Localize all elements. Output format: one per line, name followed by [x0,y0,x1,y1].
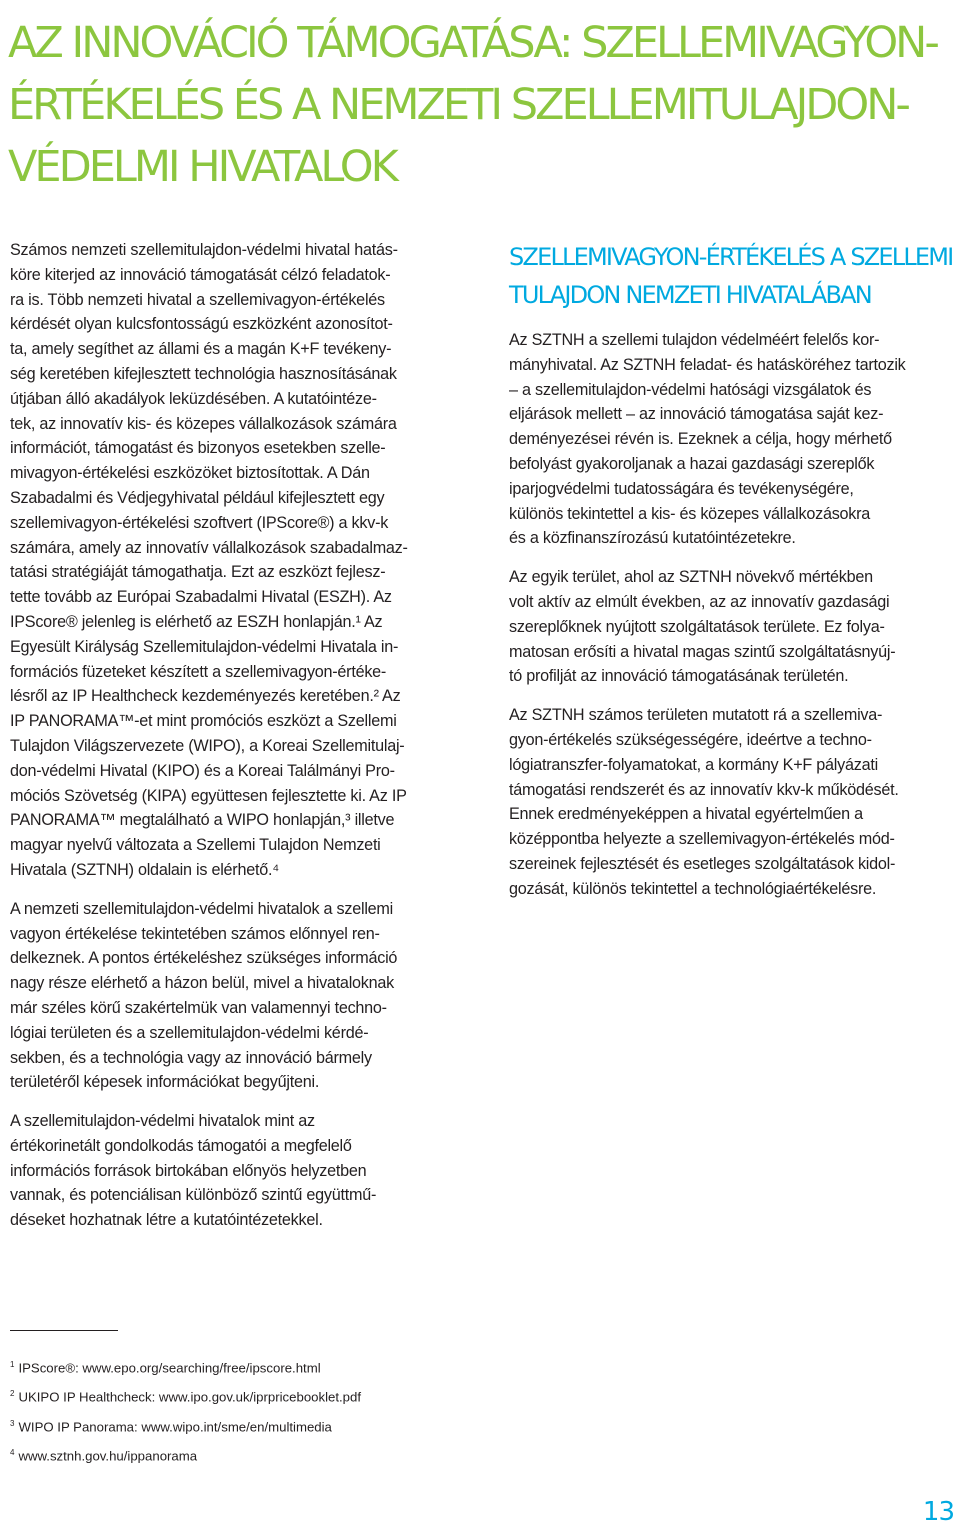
footnote-number: 2 [10,1389,15,1399]
text-line: Számos nemzeti szellemitulajdon-védelmi hivatal hatás- [10,241,398,259]
text-line: déseket hozhatnak létre a kutatóintézetekkel. [10,1211,323,1230]
text-line: Az SZTNH számos területen mutatott rá a szellemiva- [509,706,883,725]
section-heading [509,238,957,314]
footnote-number: 1 [10,1360,15,1369]
text-line: mányhivatal. Az SZTNH feladat- és hatásköréhez tartozik [509,355,906,374]
text-line: Egyesült Királyság Szellemitulajdon-védelmi Hivatala in- [10,637,399,656]
text-line: matosan erősíti a hivatal magas szintű szolgáltatásnyúj- [509,642,896,661]
page-title [8,12,948,198]
paragraph [509,328,957,551]
text-line: don-védelmi Hivatal (KIPO) és a Koreai Találmányi Pro- [10,761,395,780]
footnote [10,1440,610,1469]
footnote-text: IPScore®: www.epo.org/searching/free/ipscore.html [18,1360,321,1376]
text-line: Tulajdon Világszervezete (WIPO), a Koreai Szellemitulaj- [10,736,405,755]
text-line: és a közfinanszírozású kutatóintézetekre. [509,529,796,548]
text-line: lésről az IP Healthcheck kezdeményezés keretében.² Az [10,687,401,706]
text-line: volt aktív az elmúlt években, az az innovatív gazdasági [509,592,890,611]
footnote-text: www.sztnh.gov.hu/ippanorama [18,1448,198,1464]
text-line: vagyon értékelése tekintetében számos előnnyel ren- [10,924,380,943]
text-line: ta, amely segíthet az állami és a magán K+F tevékeny- [10,340,392,359]
title-line: ÉRTÉKELÉS ÉS A NEMZETI SZELLEMITULAJDON- [8,80,908,130]
text-line: Az SZTNH a szellemi tulajdon védelméért felelős kor- [509,331,880,349]
footnote-divider [10,1330,118,1331]
text-line: IPScore® jelenleg is elérhető az ESZH honlapján.¹ Az [10,612,383,631]
text-line: eljárások mellett – az innováció támogatása saját kez- [509,405,884,424]
footnotes [10,1352,610,1470]
text-line: vannak, és potenciálisan különböző szintű együttmű- [10,1186,377,1205]
text-line: Ennek eredményeképpen a hivatal egyértelműen a [509,805,863,824]
title-line: VÉDELMI HIVATALOK [8,142,396,192]
text-line: szereinek fejlesztését és esetleges szolgáltatások kidol- [509,854,896,873]
text-line: IP PANORAMA™-et mint promóciós eszközt a Szellemi [10,712,397,731]
text-line: ra is. Több nemzeti hivatal a szellemivagyon-értékelés [10,290,385,309]
left-column [10,238,462,1247]
text-line: deményezései révén is. Ezeknek a célja, hogy mérhető [509,430,892,449]
text-line: A nemzeti szellemitulajdon-védelmi hivatalok a szellemi [10,899,394,918]
text-line: információs források birtokában előnyös helyzetben [10,1161,367,1180]
paragraph [10,1109,462,1233]
footnote-text: WIPO IP Panorama: www.wipo.int/sme/en/multimedia [18,1419,332,1435]
footnote [10,1411,610,1440]
text-line: ség keretében kifejlesztett technológia hasznosításának [10,364,397,383]
footnote [10,1381,610,1410]
text-line: gyon-értékelés szükségességére, ideértve a techno- [509,730,872,749]
text-line: területéről képesek információkat begyűjteni. [10,1073,320,1092]
paragraph [509,703,957,901]
section-heading-line: TULAJDON NEMZETI HIVATALÁBAN [509,281,871,309]
text-line: Szabadalmi és Védjegyhivatal például kifejlesztett egy [10,488,385,507]
section-heading-line: SZELLEMIVAGYON-ÉRTÉKELÉS A SZELLEMI [509,243,953,271]
text-line: információt, támogatást és bizonyos esetekben szelle- [10,439,386,458]
text-line: különös tekintettel a kis- és közepes vállalkozásokra [509,504,871,523]
paragraph [10,238,462,883]
text-line: lógiatranszfer-folyamatokat, a kormány K+F pályázati [509,755,878,774]
text-line: sekben, és a technológia vagy az innováció bármely [10,1048,372,1067]
text-line: útjában álló akadályok leküzdésében. A kutatóintéze- [10,389,377,408]
text-line: mivagyon-értékelési eszközöket biztosítottak. A Dán [10,464,370,483]
footnote-text: UKIPO IP Healthcheck: www.ipo.gov.uk/iprpricebooklet.pdf [18,1389,362,1405]
paragraph [509,565,957,689]
text-line: már széles körű szakértelmük van valamennyi techno- [10,998,387,1017]
right-paragraphs [509,328,957,902]
text-line: formációs füzeteket készített a szellemivagyon-értéke- [10,662,387,681]
text-line: Hivatala (SZTNH) oldalain is elérhető.⁴ [10,860,279,879]
text-line: szellemivagyon-értékelési szoftvert (IPScore®) a kkv-k [10,513,389,532]
footnote-number: 3 [10,1418,15,1428]
text-line: gozását, különös tekintettel a technológiaértékelésre. [509,879,877,898]
text-line: PANORAMA™ megtalálható a WIPO honlapján,³ illetve [10,811,395,830]
text-line: kérdését olyan kulcsfontosságú eszközként azonosítot- [10,315,393,334]
title-line: AZ INNOVÁCIÓ TÁMOGATÁSA: SZELLEMIVAGYON- [8,18,937,68]
text-line: befolyást gyakoroljanak a hazai gazdasági szereplők [509,454,875,473]
text-line: számára, amely az innovatív vállalkozások szabadalmaz- [10,538,408,557]
footnote [10,1352,610,1381]
text-line: Az egyik terület, ahol az SZTNH növekvő mértékben [509,568,873,587]
text-line: móciós Szövetség (KIPA) együttesen fejlesztette ki. Az IP [10,786,407,805]
text-line: támogatási rendszerét és az innovatív kkv-k működését. [509,780,899,799]
text-line: tek, az innovatív kis- és közepes vállalkozások számára [10,414,397,433]
footnote-number: 4 [10,1448,15,1458]
text-line: értékorinetált gondolkodás támogatói a megfelelő [10,1136,352,1155]
text-line: szereplőknek nyújtott szolgáltatások területe. Ez folya- [509,617,885,636]
page-number: 13 [922,1497,954,1527]
text-line: tó profilját az innováció támogatásának területén. [509,667,849,686]
right-column [509,238,957,916]
text-line: – a szellemitulajdon-védelmi hatósági vizsgálatok és [509,380,872,399]
paragraph [10,897,462,1095]
text-line: tatási stratégiáját támogathatja. Ezt az eszközt fejlesz- [10,563,386,582]
text-line: köre kiterjed az innováció támogatását célzó feladatok- [10,265,391,284]
text-line: nagy része elérhető a házon belül, mivel a hivataloknak [10,974,394,993]
text-line: lógiai területen és a szellemitulajdon-védelmi kérdé- [10,1023,369,1042]
text-line: tette tovább az Európai Szabadalmi Hivatal (ESZH). Az [10,588,392,607]
text-line: A szellemitulajdon-védelmi hivatalok mint az [10,1112,315,1131]
text-line: magyar nyelvű változata a Szellemi Tulajdon Nemzeti [10,836,381,855]
text-line: delkeznek. A pontos értékeléshez szükséges információ [10,949,398,968]
text-line: középpontba helyezte a szellemivagyon-értékelés mód- [509,830,895,849]
text-line: iparjogvédelmi tudatosságára és tevékenységére, [509,479,854,498]
